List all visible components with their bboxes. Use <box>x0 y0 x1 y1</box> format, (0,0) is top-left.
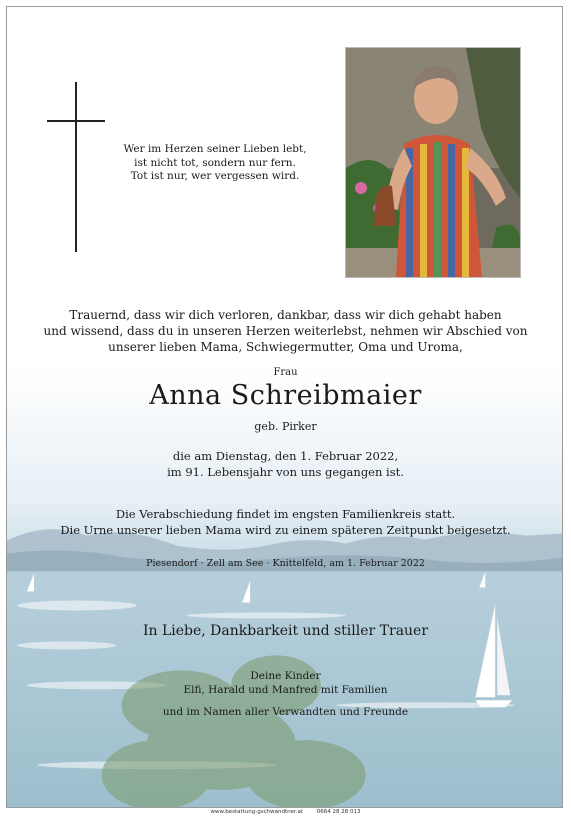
death-notice <box>7 449 563 480</box>
poem-line: ist nicht tot, sondern nur fern. <box>134 156 296 169</box>
footer-website[interactable]: www.bestattung-gschwandtner.at <box>210 809 304 815</box>
footer-phone: 0664 28 28 013 <box>316 809 361 815</box>
parte-card <box>6 6 563 808</box>
farewell-info <box>7 507 563 538</box>
cross-icon <box>47 82 105 252</box>
death-line: im 91. Lebensjahr von uns gegangen ist. <box>167 464 404 479</box>
place-date: Piesendorf · Zell am See · Knittelfeld, am 1. Februar 2022 <box>146 558 425 569</box>
closing-phrase: In Liebe, Dankbarkeit und stiller Trauer <box>142 623 429 639</box>
intro-line: und wissend, dass du in unseren Herzen weiterlebst, nehmen wir Abschied von <box>43 324 528 338</box>
relatives-line: und im Namen aller Verwandten und Freunde <box>162 706 409 718</box>
intro-line: Trauernd, dass wir dich verloren, dankbar, dass wir dich gehabt haben <box>69 308 502 322</box>
mourners <box>7 669 563 697</box>
portrait-photo <box>345 47 521 278</box>
poem-line: Wer im Herzen seiner Lieben lebt, <box>123 143 307 155</box>
salutation: Frau <box>273 367 298 378</box>
mourners-line: Elfi, Harald und Manfred mit Familien <box>183 684 388 696</box>
birth-name: geb. Pirker <box>254 420 317 433</box>
farewell-line: Die Verabschiedung findet im engsten Familienkreis statt. <box>115 507 456 521</box>
memorial-poem <box>115 143 315 184</box>
footer <box>0 809 571 815</box>
death-line: die am Dienstag, den 1. Februar 2022, <box>172 449 399 463</box>
intro-text <box>7 307 563 355</box>
intro-line: unserer lieben Mama, Schwiegermutter, Oma und Uroma, <box>108 340 463 354</box>
mourners-line: Deine Kinder <box>250 670 321 682</box>
deceased-name: Anna Schreibmaier <box>149 380 422 411</box>
poem-line: Tot ist nur, wer vergessen wird. <box>130 170 300 182</box>
farewell-line: Die Urne unserer lieben Mama wird zu einem späteren Zeitpunkt beigesetzt. <box>60 522 511 537</box>
